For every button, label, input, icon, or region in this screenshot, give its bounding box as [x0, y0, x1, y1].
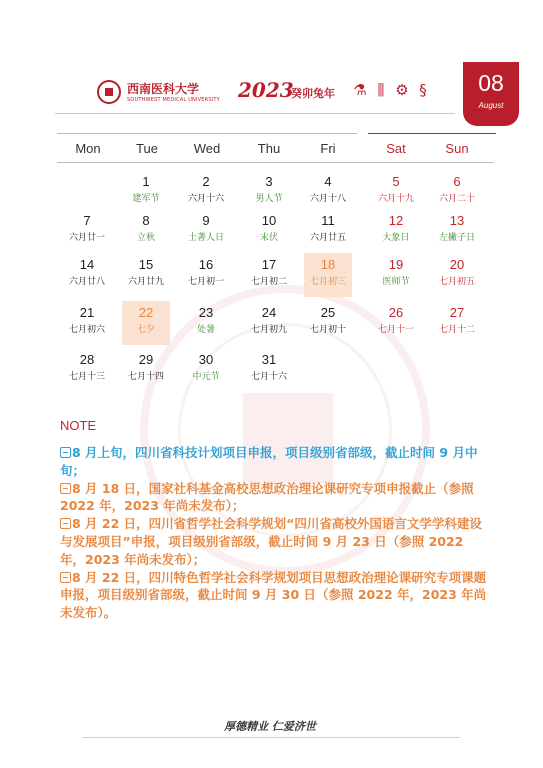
- pen-icon: [60, 447, 71, 458]
- day-subtitle: 立秋: [136, 233, 155, 243]
- day-number: 13: [449, 213, 465, 228]
- calendar-day-23: [182, 301, 230, 345]
- day-number: 6: [453, 174, 461, 189]
- day-number: 24: [261, 305, 277, 320]
- doc-icon: [60, 572, 71, 583]
- calendar-day-25: [304, 301, 352, 345]
- day-subtitle: 六月廿九: [127, 277, 164, 287]
- day-subtitle: 七月初五: [438, 277, 475, 287]
- day-subtitle: 建军节: [132, 194, 160, 204]
- weekday-top-divider: [57, 133, 357, 134]
- calendar-day-24: [245, 301, 293, 345]
- day-number: 3: [265, 174, 273, 189]
- day-number: 17: [261, 257, 277, 272]
- calendar-day-2: [182, 170, 230, 214]
- note-text: 8 月 22 日，四川特色哲学社会科学规划项目思想政治理论课研究专项课题申报，项目级别省部级，截止时间 9 月 30 日（参照 2022 年，2023 年尚未发布）。: [60, 569, 487, 621]
- month-tab: [463, 62, 519, 126]
- doc-icon: [60, 483, 71, 494]
- calendar-day-11: [304, 209, 352, 253]
- day-number: 4: [324, 174, 332, 189]
- weekday-wed: Wed: [193, 141, 221, 156]
- calendar-day-4: [304, 170, 352, 214]
- day-number: 25: [320, 305, 336, 320]
- calendar-day-30: [182, 348, 230, 392]
- day-subtitle: 七月初三: [309, 277, 346, 287]
- flask-icon: ⚗: [353, 81, 367, 99]
- day-number: 28: [79, 352, 95, 367]
- calendar-day-10: [245, 209, 293, 253]
- day-number: 19: [388, 257, 404, 272]
- calendar-day-18: [304, 253, 352, 297]
- day-number: 20: [449, 257, 465, 272]
- weekday-sun: Sun: [445, 141, 469, 156]
- weekday-mon: Mon: [75, 141, 101, 156]
- day-subtitle: 七月十二: [438, 325, 475, 335]
- day-subtitle: 七月初十: [309, 325, 346, 335]
- day-number: 1: [142, 174, 150, 189]
- note-text: 8 月 18 日，国家社科基金高校思想政治理论课研究专项申报截止（参照 2022 年，2023 年尚未发布）；: [60, 480, 474, 514]
- day-subtitle: 男人节: [255, 194, 283, 204]
- calendar-day-3: [245, 170, 293, 214]
- day-number: 27: [449, 305, 465, 320]
- day-number: 18: [320, 257, 336, 272]
- day-subtitle: 处暑: [196, 325, 215, 335]
- weekday-bottom-divider: [57, 162, 494, 163]
- day-subtitle: 六月二十: [438, 194, 475, 204]
- day-subtitle: 七月十四: [127, 372, 164, 382]
- header-divider: [55, 113, 455, 114]
- test-tubes-icon: ⫼: [377, 81, 385, 99]
- day-number: 10: [261, 213, 277, 228]
- calendar-day-17: [245, 253, 293, 297]
- calendar-day-28: [63, 348, 111, 392]
- calendar-header: [55, 66, 525, 126]
- day-subtitle: 六月十九: [377, 194, 414, 204]
- day-number: 22: [138, 305, 154, 320]
- notes-list: [60, 444, 492, 622]
- calendar-day-13: [433, 209, 481, 253]
- weekday-sat: Sat: [386, 141, 406, 156]
- weekday-thu: Thu: [257, 141, 281, 156]
- day-subtitle: 七月初一: [187, 277, 224, 287]
- university-name-cn: 西南医科大学: [127, 82, 200, 96]
- day-subtitle: 土著人日: [187, 233, 224, 243]
- day-number: 31: [261, 352, 277, 367]
- day-number: 9: [202, 213, 210, 228]
- weekday-tue: Tue: [136, 141, 158, 156]
- doc-icon: [60, 518, 71, 529]
- note-title: NOTE: [60, 418, 97, 433]
- calendar-day-19: [372, 253, 420, 297]
- day-subtitle: 六月十六: [187, 194, 224, 204]
- day-subtitle: 六月十八: [309, 194, 346, 204]
- calendar-day-6: [433, 170, 481, 214]
- calendar-day-20: [433, 253, 481, 297]
- university-name-en: SOUTHWEST MEDICAL UNIVERSITY: [127, 97, 220, 103]
- calendar-day-14: [63, 253, 111, 297]
- header-icons: [351, 80, 435, 102]
- university-motto: 厚德精业 仁爱济世: [224, 720, 316, 733]
- footer-divider: [82, 737, 460, 738]
- calendar-day-16: [182, 253, 230, 297]
- day-number: 15: [138, 257, 154, 272]
- calendar-day-12: [372, 209, 420, 253]
- calendar-day-9: [182, 209, 230, 253]
- day-number: 8: [142, 213, 150, 228]
- note-item: [60, 444, 492, 480]
- day-subtitle: 六月廿八: [68, 277, 105, 287]
- year-label: 2023: [238, 78, 294, 102]
- weekday-header-row: [57, 141, 494, 161]
- day-number: 29: [138, 352, 154, 367]
- day-subtitle: 七月十一: [377, 325, 414, 335]
- day-subtitle: 七月初六: [68, 325, 105, 335]
- day-subtitle: 七月初九: [250, 325, 287, 335]
- day-subtitle: 六月廿五: [309, 233, 346, 243]
- day-number: 5: [392, 174, 400, 189]
- day-number: 21: [79, 305, 95, 320]
- month-name: August: [478, 101, 504, 110]
- calendar-day-22: [122, 301, 170, 345]
- calendar-day-31: [245, 348, 293, 392]
- day-number: 12: [388, 213, 404, 228]
- day-subtitle: 七夕: [136, 325, 155, 335]
- calendar-day-21: [63, 301, 111, 345]
- calendar-day-5: [372, 170, 420, 214]
- dna-icon: §: [419, 81, 427, 99]
- day-number: 30: [198, 352, 214, 367]
- day-number: 23: [198, 305, 214, 320]
- day-number: 14: [79, 257, 95, 272]
- note-item: [60, 515, 492, 568]
- day-number: 2: [202, 174, 210, 189]
- day-subtitle: 七月十六: [250, 372, 287, 382]
- day-subtitle: 大象日: [382, 233, 410, 243]
- day-subtitle: 中元节: [192, 372, 220, 382]
- calendar-day-27: [433, 301, 481, 345]
- day-subtitle: 七月初二: [250, 277, 287, 287]
- calendar-day-26: [372, 301, 420, 345]
- calendar-day-15: [122, 253, 170, 297]
- day-number: 26: [388, 305, 404, 320]
- note-item: [60, 569, 492, 622]
- day-subtitle: 六月廿一: [68, 233, 105, 243]
- weekend-top-divider: [368, 133, 496, 134]
- day-subtitle: 左撇子日: [438, 233, 475, 243]
- ganzhi-label: 癸卯兔年: [291, 87, 335, 100]
- note-text: 8 月 22 日，四川省哲学社会科学规划“四川省高校外国语言文学学科建设与发展项目”申报，项目级别省部级，截止时间 9 月 23 日（参照 2022 年，2023 年尚未发布）；: [60, 516, 482, 567]
- day-number: 7: [83, 213, 91, 228]
- university-emblem-icon: [97, 80, 121, 104]
- month-number: 08: [478, 70, 504, 96]
- university-logo: [97, 80, 257, 110]
- day-subtitle: 末伏: [259, 233, 278, 243]
- weekday-fri: Fri: [320, 141, 336, 156]
- day-number: 16: [198, 257, 214, 272]
- day-subtitle: 七月十三: [68, 372, 105, 382]
- calendar-day-8: [122, 209, 170, 253]
- calendar-day-29: [122, 348, 170, 392]
- gear-icon: ⚙: [395, 81, 409, 99]
- note-text: 8 月上旬，四川省科技计划项目申报，项目级别省部级，截止时间 9 月中旬；: [60, 445, 478, 478]
- day-subtitle: 医师节: [382, 277, 410, 287]
- calendar-day-1: [122, 170, 170, 214]
- calendar-day-7: [63, 209, 111, 253]
- note-item: [60, 480, 492, 516]
- day-number: 11: [321, 213, 335, 228]
